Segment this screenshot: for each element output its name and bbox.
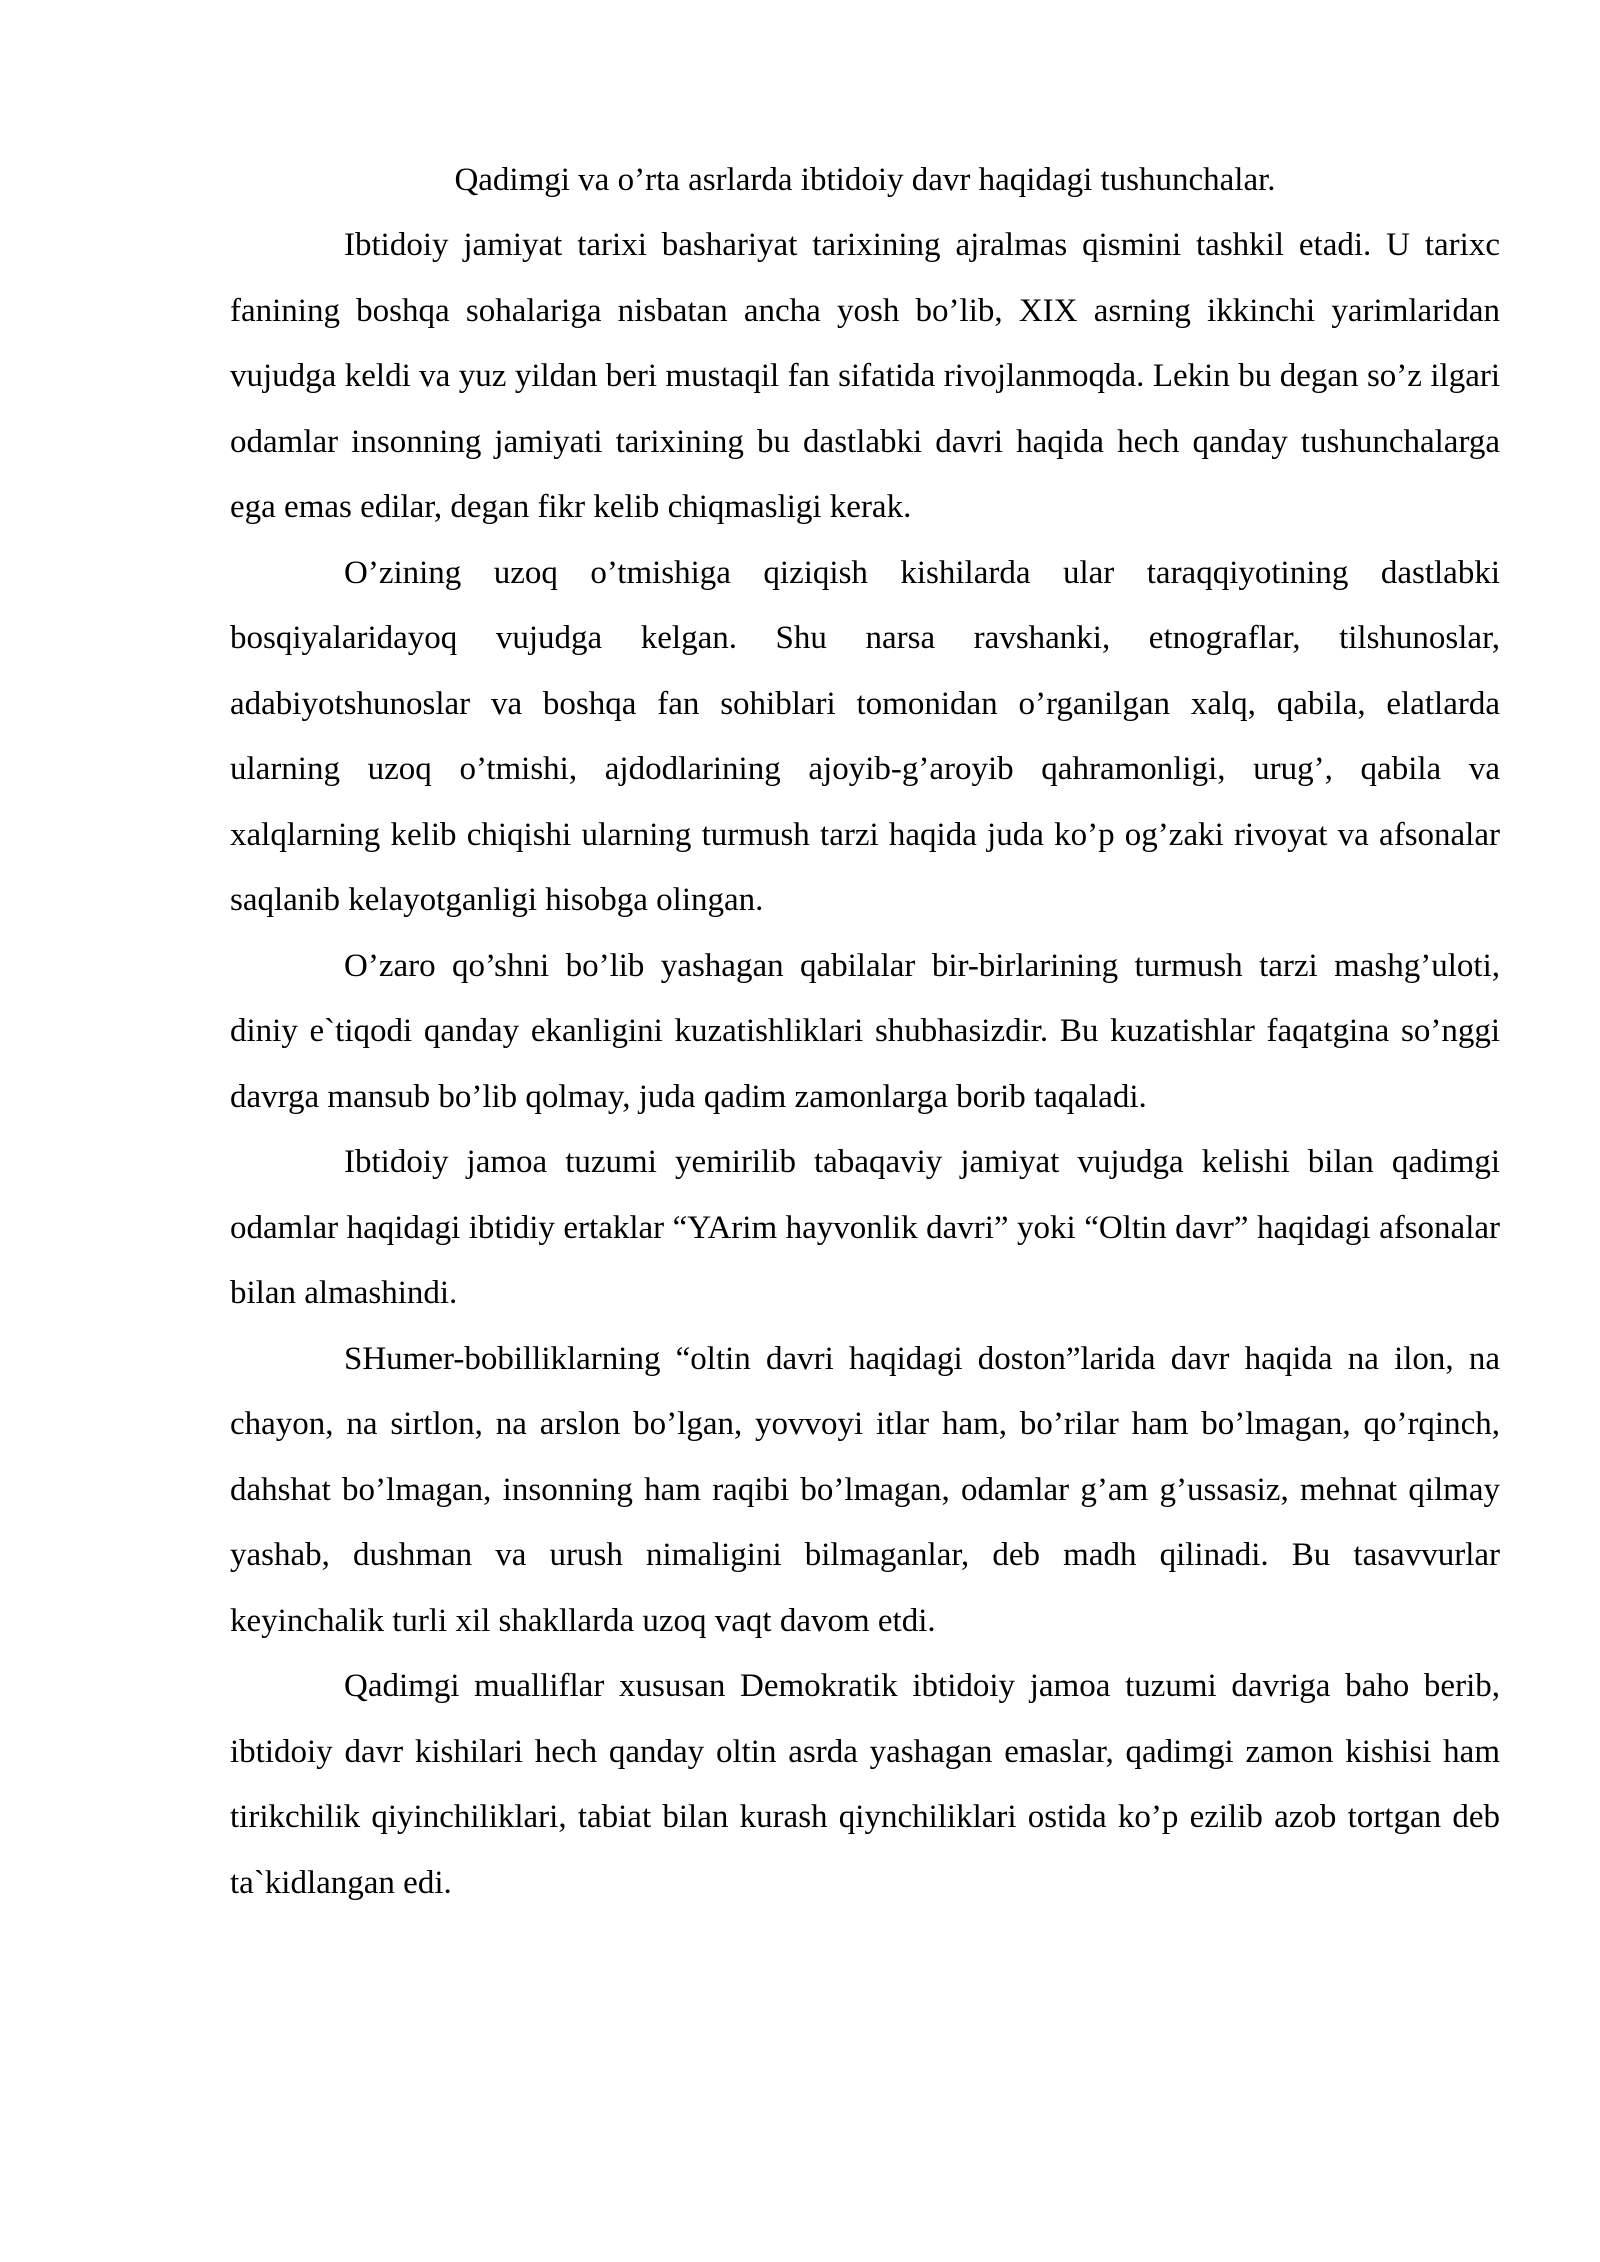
paragraph-6: Qadimgi mualliflar xususan Demokratik ibtidoiy jamoa tuzumi davriga baho berib, ibtidoiy davr kishilari hech qanday oltin asrda yashagan emaslar, qadimgi zamon kishisi ham tirikchilik qiyinchiliklari, tabiat bilan kurash qiynchiliklari ostida ko’p ezilib azob tortgan deb ta`kidlangan edi. [230,1668,1500,1901]
document-title: Qadimgi va o’rta asrlarda ibtidoiy davr haqidagi tushunchalar. [454,162,1276,198]
paragraph-1: Ibtidoiy jamiyat tarixi bashariyat tarixining ajralmas qismini tashkil etadi. U tarixc fanining boshqa sohalariga nisbatan ancha yosh bo’lib, XIX asrning ikkinchi yarimlaridan vujudga keldi va yuz yildan beri mustaqil fan sifatida rivojlanmoqda. Lekin bu degan so’z ilgari odamlar insonning jamiyati tarixining bu dastlabki davri haqida hech qanday tushunchalarga ega emas edilar, degan fikr kelib chiqmasligi kerak. [230,227,1500,525]
paragraph-2: O’zining uzoq o’tmishiga qiziqish kishilarda ular taraqqiyotining dastlabki bosqiyalaridayoq vujudga kelgan. Shu narsa ravshanki, etnograflar, tilshunoslar, adabiyotshunoslar va boshqa fan sohiblari tomonidan o’rganilgan xalq, qabila, elatlarda ularning uzoq o’tmishi, ajdodlarining ajoyib-g’aroyib qahramonligi, urug’, qabila va xalqlarning kelib chiqishi ularning turmush tarzi haqida juda ko’p og’zaki rivoyat va afsonalar saqlanib kelayotganligi hisobga olingan. [230,554,1500,918]
paragraph-3: O’zaro qo’shni bo’lib yashagan qabilalar bir-birlarining turmush tarzi mashg’uloti, diniy e`tiqodi qanday ekanligini kuzatishliklari shubhasizdir. Bu kuzatishlar faqatgina so’nggi davrga mansub bo’lib qolmay, juda qadim zamonlarga borib taqaladi. [230,947,1500,1115]
paragraph-5: SHumer-bobilliklarning “oltin davri haqidagi doston”larida davr haqida na ilon, na chayon, na sirtlon, na arslon bo’lgan, yovvoyi itlar ham, bo’rilar ham bo’lmagan, qo’rqinch, dahshat bo’lmagan, insonning ham raqibi bo’lmagan, odamlar g’am g’ussasiz, mehnat qilmay yashab, dushman va urush nimaligini bilmaganlar, deb madh qilinadi. Bu tasavvurlar keyinchalik turli xil shakllarda uzoq vaqt davom etdi. [230,1340,1500,1639]
paragraph-4: Ibtidoiy jamoa tuzumi yemirilib tabaqaviy jamiyat vujudga kelishi bilan qadimgi odamlar haqidagi ibtidiy ertaklar “YArim hayvonlik davri” yoki “Oltin davr” haqidagi afsonalar bilan almashindi. [230,1144,1500,1311]
